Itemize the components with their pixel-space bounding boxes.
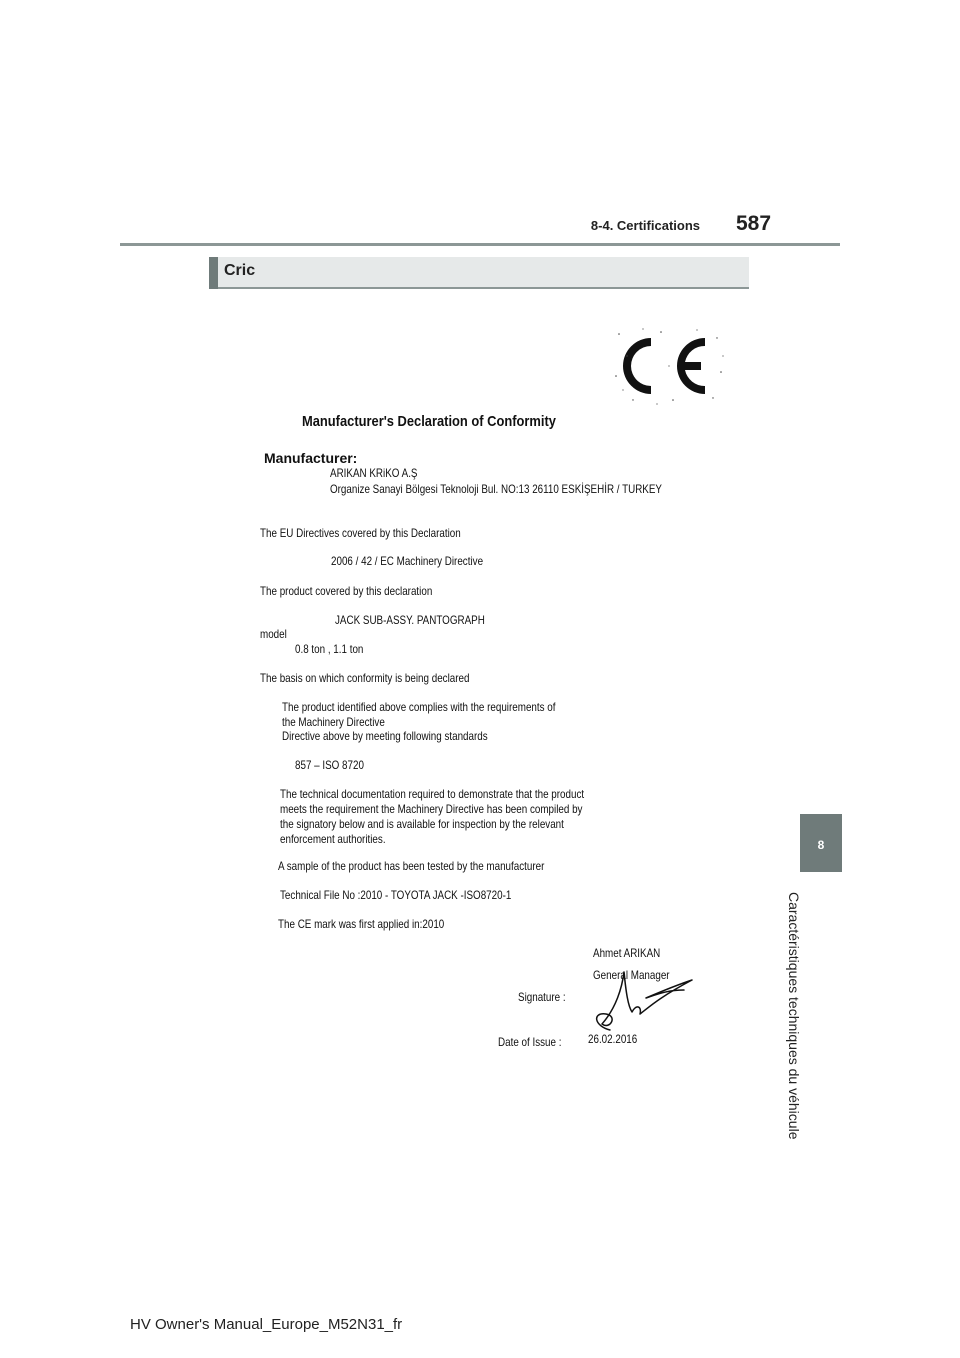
date-label: Date of Issue : [498,1035,562,1049]
technical-line: enforcement authorities. [280,832,386,846]
product-label: The product covered by this declaration [260,584,433,598]
standard-value: 857 – ISO 8720 [295,758,364,772]
date-value: 26.02.2016 [588,1032,638,1046]
sample-statement: A sample of the product has been tested by the manufacturer [278,859,545,873]
manufacturer-name: ARIKAN KRiKO A.Ş [330,466,418,480]
header-divider [120,243,840,246]
chapter-side-label: Caractéristiques techniques du véhicule [786,892,802,1140]
chapter-number: 8 [817,838,825,852]
technical-line: the signatory below and is available for inspection by the relevant [280,817,564,831]
handwritten-signature [588,968,698,1034]
page-number: 587 [736,212,772,235]
basis-line: the Machinery Directive [282,715,385,729]
signatory-name: Ahmet ARIKAN [593,946,661,960]
signatory-title: General Manager [593,968,670,982]
model-values: 0.8 ton , 1.1 ton [295,642,364,656]
technical-line: meets the requirement the Machinery Directive has been compiled by [280,802,583,816]
basis-label: The basis on which conformity is being declared [260,671,470,685]
manufacturer-label: Manufacturer: [264,450,358,466]
section-heading-box [209,257,749,289]
ce-mark-statement: The CE mark was first applied in:2010 [278,917,445,931]
model-label: model [260,627,287,641]
manufacturer-address: Organize Sanayi Bölgesi Teknoloji Bul. NO:13 26110 ESKİŞEHİR / TURKEY [330,482,662,496]
technical-line: The technical documentation required to demonstrate that the product [280,787,585,801]
footer-manual-id: HV Owner's Manual_Europe_M52N31_fr [130,1316,403,1333]
declaration-title: Manufacturer's Declaration of Conformity [302,413,556,430]
directive-value: 2006 / 42 / EC Machinery Directive [331,554,484,568]
header-section-title: 8-4. Certifications [590,218,700,233]
technical-file: Technical File No :2010 - TOYOTA JACK -ISO8720-1 [280,888,512,902]
signature-label: Signature : [518,990,566,1004]
section-heading-accent [209,257,218,289]
basis-line: Directive above by meeting following standards [282,729,488,743]
directives-label: The EU Directives covered by this Declaration [260,526,461,540]
product-name: JACK SUB-ASSY. PANTOGRAPH [335,613,485,627]
basis-line: The product identified above complies with the requirements of [282,700,556,714]
ce-mark-logo [613,326,725,406]
section-title: Cric [224,262,256,279]
